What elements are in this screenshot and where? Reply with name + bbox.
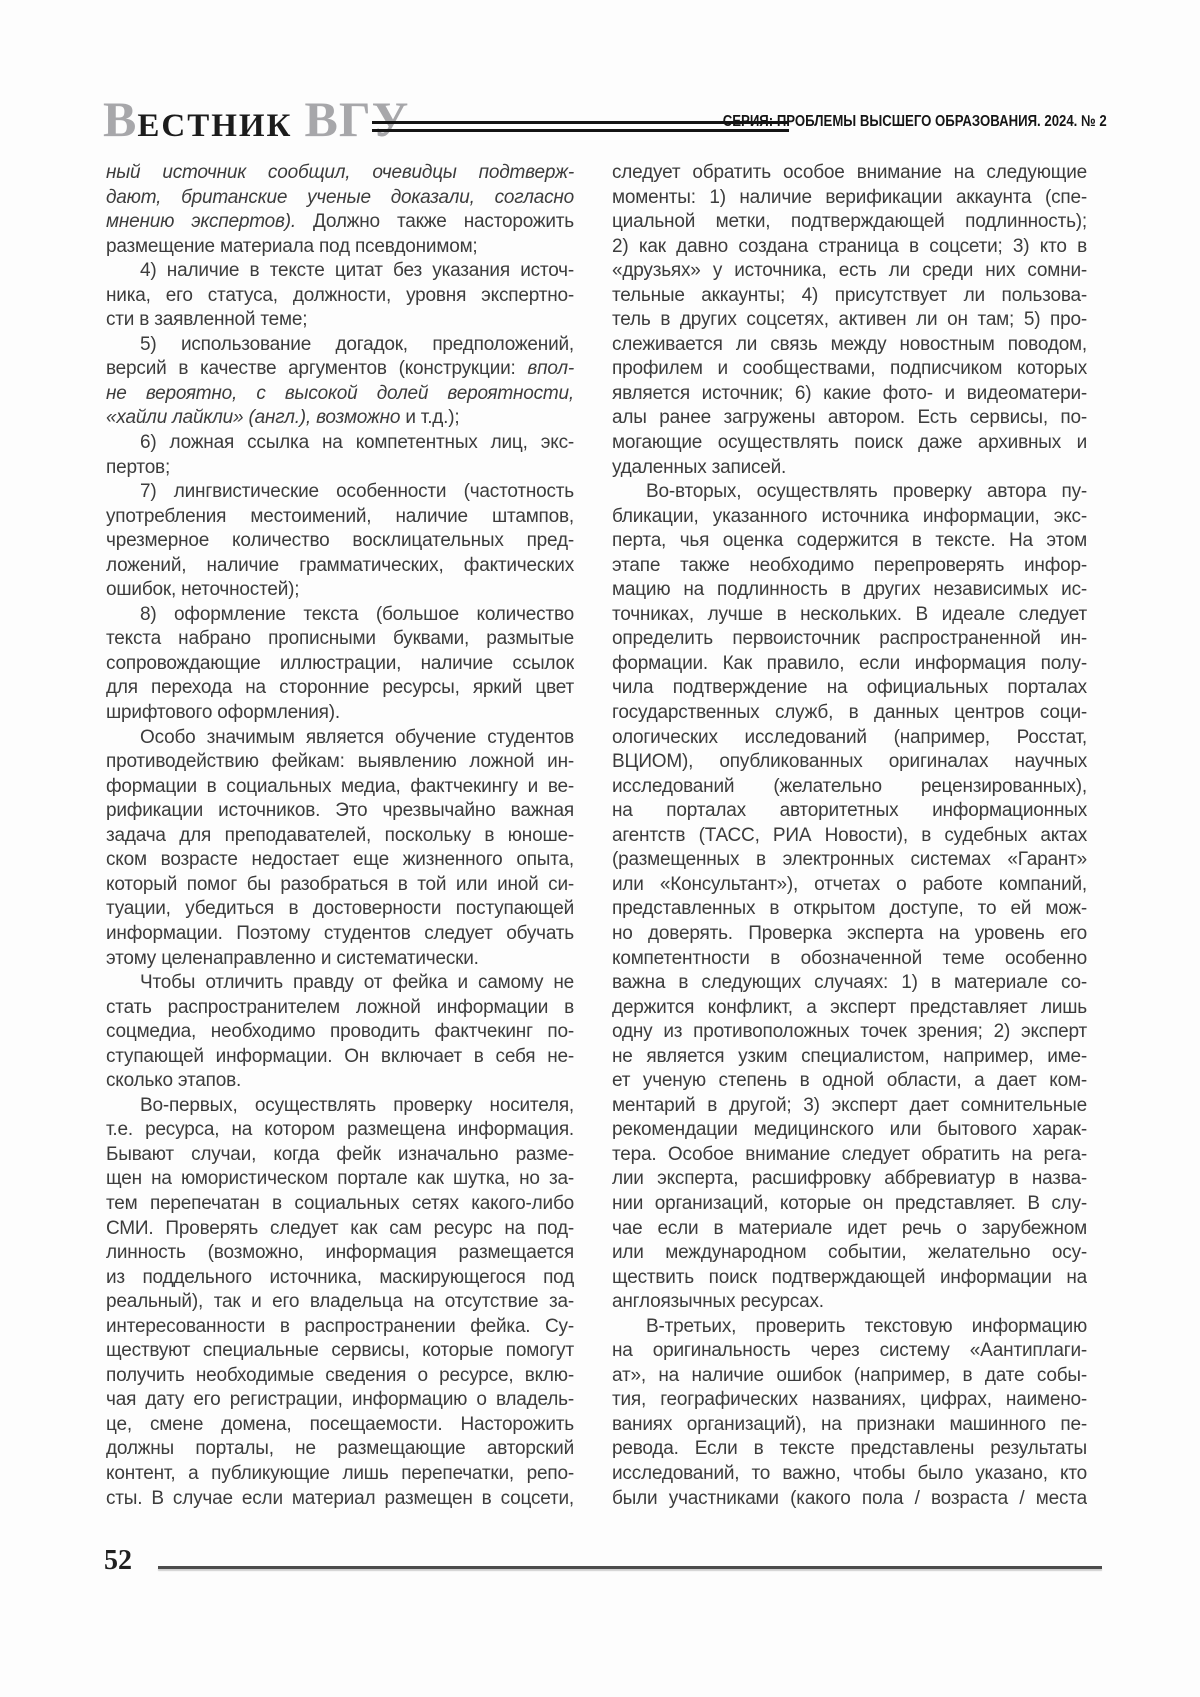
text: следует обратить особое внимание на следующие [612, 162, 1087, 183]
text: из поддельного источника, маскирующегося под [106, 1266, 574, 1288]
text: Во-вторых, осуществлять проверку автора пу- [646, 481, 1087, 503]
text: ВЦИОМ), опубликованных оригиналах научных [612, 751, 1087, 773]
logo-suffix: ВГУ [304, 91, 410, 147]
text-line [612, 726, 1087, 751]
text: представленных в открытом доступе, то ей мож- [612, 898, 1087, 920]
text-line [106, 1487, 574, 1512]
text-line [612, 1462, 1087, 1487]
text: ложений, наличие грамматических, фактических [106, 554, 574, 576]
text-line [612, 627, 1087, 652]
text-line [106, 578, 574, 603]
text-line [612, 676, 1087, 701]
text: этому целенаправленно и систематически. [106, 947, 479, 969]
text: перта, чья оценка содержится в тексте. На этом [612, 530, 1087, 552]
text: Особо значимым является обучение студентов [140, 726, 574, 748]
text: сколько этапов. [106, 1070, 242, 1092]
italic-text: ный источник сообщил, очевидцы подтверж- [106, 162, 574, 183]
italic-text: не вероятно, с высокой долей вероятности, [106, 382, 574, 404]
logo-rest: ЕСТНИК [137, 108, 293, 144]
text: нии организаций, которые он представляет. В слу- [612, 1192, 1087, 1214]
text-line [612, 1118, 1087, 1143]
text-line [612, 284, 1087, 309]
text-line [106, 529, 574, 554]
text-line [106, 161, 574, 186]
text: задача для преподавателей, поскольку в юноше- [106, 824, 574, 846]
text-line [106, 1413, 574, 1438]
text: циальной метки, подтверждающей подлинность); [612, 211, 1087, 233]
text: информации. Поэтому студентов следует обучать [106, 922, 574, 944]
text: сопровождающие иллюстрации, наличие ссылок [106, 652, 574, 674]
text: для перехода на сторонние ресурсы, яркий цвет [106, 677, 574, 699]
text-line [612, 1020, 1087, 1045]
text: должны порталы, не размещающие авторский [106, 1438, 574, 1460]
text: щен на юмористическом портале как шутка, но за- [106, 1168, 574, 1190]
series-title: СЕРИЯ: ПРОБЛЕМЫ ВЫСШЕГО ОБРАЗОВАНИЯ. 2024. № 2 [723, 113, 1107, 130]
text-line [612, 235, 1087, 260]
text-line [106, 1045, 574, 1070]
italic-text: впол- [527, 358, 574, 380]
text: могающие осуществлять поиск даже архивных и [612, 432, 1087, 454]
text-line [612, 1413, 1087, 1438]
journal-logo [103, 91, 410, 147]
text: тем перепечатан в социальных сетях какого-либо [106, 1192, 574, 1214]
text-line [106, 1315, 574, 1340]
text: точниках, лучше в нескольких. В идеале следует [612, 603, 1087, 625]
text-line [612, 210, 1087, 235]
text: слеживается ли связь между новостным поводом, [612, 333, 1087, 355]
text: соцмедиа, необходимо проводить фактчекинг по- [106, 1021, 574, 1043]
text-line [106, 1290, 574, 1315]
text: удаленных записей. [612, 456, 787, 478]
text-line [612, 947, 1087, 972]
text: противодействию фейкам: выявлению ложной ин- [106, 751, 574, 773]
text-line [106, 848, 574, 873]
text-line [612, 357, 1087, 382]
text: 2) как давно создана страница в соцсети; 3) кто в [612, 235, 1087, 257]
text: версий в качестве аргументов (конструкции: [106, 358, 528, 380]
text: важна в следующих случаях: 1) в материале со- [612, 972, 1087, 994]
text-line [106, 235, 574, 260]
text-line [106, 1143, 574, 1168]
text-line [612, 1388, 1087, 1413]
text: были участниками (какого пола / возраста / места [612, 1487, 1087, 1509]
text-line [106, 971, 574, 996]
text-line [612, 1192, 1087, 1217]
column-left [106, 161, 574, 1511]
text-line [612, 554, 1087, 579]
text-line [612, 873, 1087, 898]
text: который помог бы разобраться в той или иной си- [106, 873, 574, 895]
text-line [106, 1437, 574, 1462]
text: ском возрасте недостает еще жизненного опыта, [106, 849, 574, 871]
text-line [612, 1364, 1087, 1389]
text: ника, его статуса, должности, уровня экспертно- [106, 284, 574, 306]
text: англоязычных ресурсах. [612, 1291, 824, 1313]
text-line [612, 259, 1087, 284]
text-line [106, 480, 574, 505]
text-line [106, 1339, 574, 1364]
text-line [612, 775, 1087, 800]
text-line [106, 701, 574, 726]
text-line [612, 750, 1087, 775]
text-line [612, 701, 1087, 726]
text-line [106, 284, 574, 309]
text-line [106, 186, 574, 211]
text: Должно также насторожить [295, 211, 574, 233]
footer-rule [158, 1566, 1102, 1569]
text: тельные аккаунты; 4) присутствует ли пользова- [612, 284, 1087, 306]
text: и т.д.); [400, 407, 460, 429]
italic-text: «хайли лайкли» (англ.), возможно [106, 407, 401, 429]
text-line [612, 1241, 1087, 1266]
text: ществуют специальные сервисы, которые помогут [106, 1340, 574, 1362]
text: стать распространителем ложной информации в [106, 996, 574, 1018]
text-line [612, 1290, 1087, 1315]
text: Бывают случаи, когда фейк изначально разме- [106, 1143, 574, 1165]
text: компетентности в обозначенной теме особенно [612, 947, 1087, 969]
text-line [612, 1315, 1087, 1340]
text-line [612, 897, 1087, 922]
paragraph [106, 161, 574, 259]
paragraph [106, 431, 574, 480]
text: употребления местоимений, наличие штампов, [106, 505, 574, 527]
text: ществить поиск подтверждающей информации на [612, 1266, 1087, 1288]
text-line [106, 308, 574, 333]
text: мацию на подлинность в других независимых ис- [612, 579, 1087, 601]
text-line [106, 1241, 574, 1266]
text-line [106, 922, 574, 947]
text: рификации источников. Это чрезвычайно важная [106, 800, 574, 822]
text-line [612, 186, 1087, 211]
text-line [106, 726, 574, 751]
text-line [612, 1487, 1087, 1512]
text: ступающей информации. Он включает в себя не- [106, 1045, 574, 1067]
text: т.е. ресурса, на котором размещена информация. [106, 1119, 574, 1141]
text-line [612, 1143, 1087, 1168]
text: ологических исследований (например, Росстат, [612, 726, 1087, 748]
text: чая дату его регистрации, информацию о владель- [106, 1389, 574, 1411]
text-line [106, 1118, 574, 1143]
text: сти в заявленной теме; [106, 309, 308, 331]
text-line [106, 1094, 574, 1119]
text: текста набрано прописными буквами, размытые [106, 628, 574, 650]
text-line [612, 529, 1087, 554]
text: алы ранее загружены автором. Есть сервисы, по- [612, 407, 1087, 429]
text: лии эксперта, расшифровку аббревиатур в назва- [612, 1168, 1087, 1190]
text-line [106, 554, 574, 579]
text: агентств (ТАСС, РИА Новости), в судебных актах [612, 824, 1087, 846]
text: СМИ. Проверять следует как сам ресурс на под- [106, 1217, 574, 1239]
text: В-третьих, проверить текстовую информацию [646, 1315, 1087, 1337]
text: ат», на наличие ошибок (например, в дате собы- [612, 1364, 1087, 1386]
text: 6) ложная ссылка на компетентных лиц, экс- [140, 432, 574, 454]
text-line [106, 1020, 574, 1045]
text-line [612, 971, 1087, 996]
text-line [612, 333, 1087, 358]
text: ет ученую степень в одной области, а дает ком- [612, 1070, 1087, 1092]
text: ваниях организаций), на признаки машинного пе- [612, 1413, 1087, 1435]
text-line [106, 505, 574, 530]
text-line [106, 775, 574, 800]
text-line [106, 603, 574, 628]
text: тера. Особое внимание следует обратить на рега- [612, 1143, 1087, 1165]
text: определить первоисточник распространенной ин- [612, 628, 1087, 650]
text: государственных служб, в данных центров соци- [612, 702, 1087, 724]
text-line [106, 1167, 574, 1192]
text: исследований (желательно рецензированных), [612, 775, 1087, 797]
text-line [106, 873, 574, 898]
text: «друзьях» у источника, есть ли среди них сомни- [612, 260, 1087, 282]
paragraph [106, 603, 574, 726]
text: туации, убедиться в достоверности поступающей [106, 898, 574, 920]
text: контент, а публикующие лишь перепечатки, репо- [106, 1462, 574, 1484]
text-line [612, 1167, 1087, 1192]
text-line [106, 799, 574, 824]
italic-text: мнению экспертов). [106, 211, 296, 233]
text: 7) лингвистические особенности (частотность [140, 481, 574, 503]
text: ментарий в другой; 3) эксперт дает сомнительные [612, 1094, 1087, 1116]
text-line [612, 480, 1087, 505]
text: размещение материала под псевдонимом; [106, 235, 478, 257]
text-line [106, 947, 574, 972]
text: чае если в материале идет речь о зарубежном [612, 1217, 1087, 1239]
logo-initial: В [103, 91, 138, 147]
text-line [106, 824, 574, 849]
text-line [106, 431, 574, 456]
text-line [106, 456, 574, 481]
text: на порталах авторитетных информационных [612, 800, 1087, 822]
paragraph [612, 1315, 1087, 1511]
text: реальный), так и его владельца на отсутствие за- [106, 1291, 574, 1313]
text: бликации, указанного источника информации, экс- [612, 505, 1087, 527]
page-number: 52 [104, 1545, 132, 1576]
text-line [612, 603, 1087, 628]
text-line [612, 505, 1087, 530]
paragraph [612, 161, 1087, 480]
text-line [106, 750, 574, 775]
text: или «Консультант»), отчетах о работе компаний, [612, 873, 1087, 895]
column-right [612, 161, 1087, 1511]
paragraph [106, 480, 574, 603]
text: формации. Как правило, если информация полу- [612, 652, 1087, 674]
text-line [106, 1217, 574, 1242]
text-line [106, 382, 574, 407]
text-line [612, 1069, 1087, 1094]
text: этапе также необходимо перепроверять инфор- [612, 554, 1087, 576]
text-line [106, 1462, 574, 1487]
text: 8) оформление текста (большое количество [140, 603, 574, 625]
text: сты. В случае если материал размещен в соцсети, [106, 1487, 574, 1509]
text: пертов; [106, 456, 171, 478]
text: но доверять. Проверка эксперта на уровень его [612, 922, 1087, 944]
text: линность (возможно, информация размещается [106, 1242, 574, 1264]
text: моменты: 1) наличие верификации аккаунта (спе- [612, 186, 1087, 208]
text-line [106, 357, 574, 382]
text: тель в других соцсетях, активен ли он там; 5) про- [612, 309, 1087, 331]
paragraph [106, 726, 574, 971]
text: формации в социальных медиа, фактчекингу и ве- [106, 775, 574, 797]
text-line [106, 406, 574, 431]
text-line [612, 848, 1087, 873]
text-line [106, 627, 574, 652]
text-line [106, 996, 574, 1021]
text-line [106, 897, 574, 922]
text: 5) использование догадок, предположений, [140, 333, 574, 355]
text: держится конфликт, а эксперт представляет лишь [612, 996, 1087, 1018]
text-line [612, 382, 1087, 407]
text-line [106, 1192, 574, 1217]
text-line [106, 1388, 574, 1413]
text-line [612, 308, 1087, 333]
text: является источник; 6) какие фото- и видеоматери- [612, 382, 1087, 404]
text-line [612, 652, 1087, 677]
text: 4) наличие в тексте цитат без указания источ- [140, 260, 574, 282]
text: чрезмерное количество восклицательных пред- [106, 530, 574, 552]
text-line [106, 676, 574, 701]
text-line [612, 578, 1087, 603]
paragraph [106, 1094, 574, 1511]
text: рекомендации медицинского или бытового харак- [612, 1119, 1087, 1141]
text: (размещенных в электронных системах «Гарант» [612, 849, 1087, 871]
text: ошибок, неточностей); [106, 579, 300, 601]
text-line [612, 1339, 1087, 1364]
paragraph [106, 971, 574, 1094]
paragraph [106, 259, 574, 333]
text-line [612, 1217, 1087, 1242]
text-line [106, 652, 574, 677]
text-line [612, 456, 1087, 481]
text-line [106, 1069, 574, 1094]
text-line [612, 922, 1087, 947]
text-line [612, 799, 1087, 824]
text-line [612, 406, 1087, 431]
italic-text: дают, британские ученые доказали, согласно [106, 186, 574, 208]
text-line [612, 1266, 1087, 1291]
text: исследований, то важно, чтобы было указано, кто [612, 1462, 1087, 1484]
text: одну из противоположных точек зрения; 2) эксперт [612, 1021, 1087, 1043]
text: ревода. Если в тексте представлены результаты [612, 1438, 1087, 1460]
text-line [612, 161, 1087, 186]
text-line [612, 996, 1087, 1021]
text-line [612, 824, 1087, 849]
text-line [612, 1045, 1087, 1070]
text-line [106, 333, 574, 358]
text: тия, географических названиях, цифрах, наимено- [612, 1389, 1087, 1411]
text: Во-первых, осуществлять проверку носителя, [140, 1094, 574, 1116]
text: це, смене домена, посещаемости. Насторожить [106, 1413, 574, 1435]
text: или международном событии, желательно осу- [612, 1242, 1087, 1264]
text-line [106, 210, 574, 235]
text: Чтобы отличить правду от фейка и самому не [140, 972, 574, 994]
text: чила подтверждение на официальных порталах [612, 677, 1087, 699]
paragraph [612, 480, 1087, 1315]
text: на оригинальность через систему «Аантиплаги- [612, 1340, 1087, 1362]
text-line [106, 1266, 574, 1291]
text: получить необходимые сведения о ресурсе, вклю- [106, 1364, 574, 1386]
text: не является узким специалистом, например, име- [612, 1045, 1087, 1067]
text-line [106, 1364, 574, 1389]
text: интересованности в распространении фейка. Су- [106, 1315, 574, 1337]
text: профилем и сообществами, подписчиком которых [612, 358, 1087, 380]
text-line [612, 1094, 1087, 1119]
text-line [106, 259, 574, 284]
text: шрифтового оформления). [106, 702, 340, 724]
text-line [612, 1437, 1087, 1462]
text-line [612, 431, 1087, 456]
paragraph [106, 333, 574, 431]
